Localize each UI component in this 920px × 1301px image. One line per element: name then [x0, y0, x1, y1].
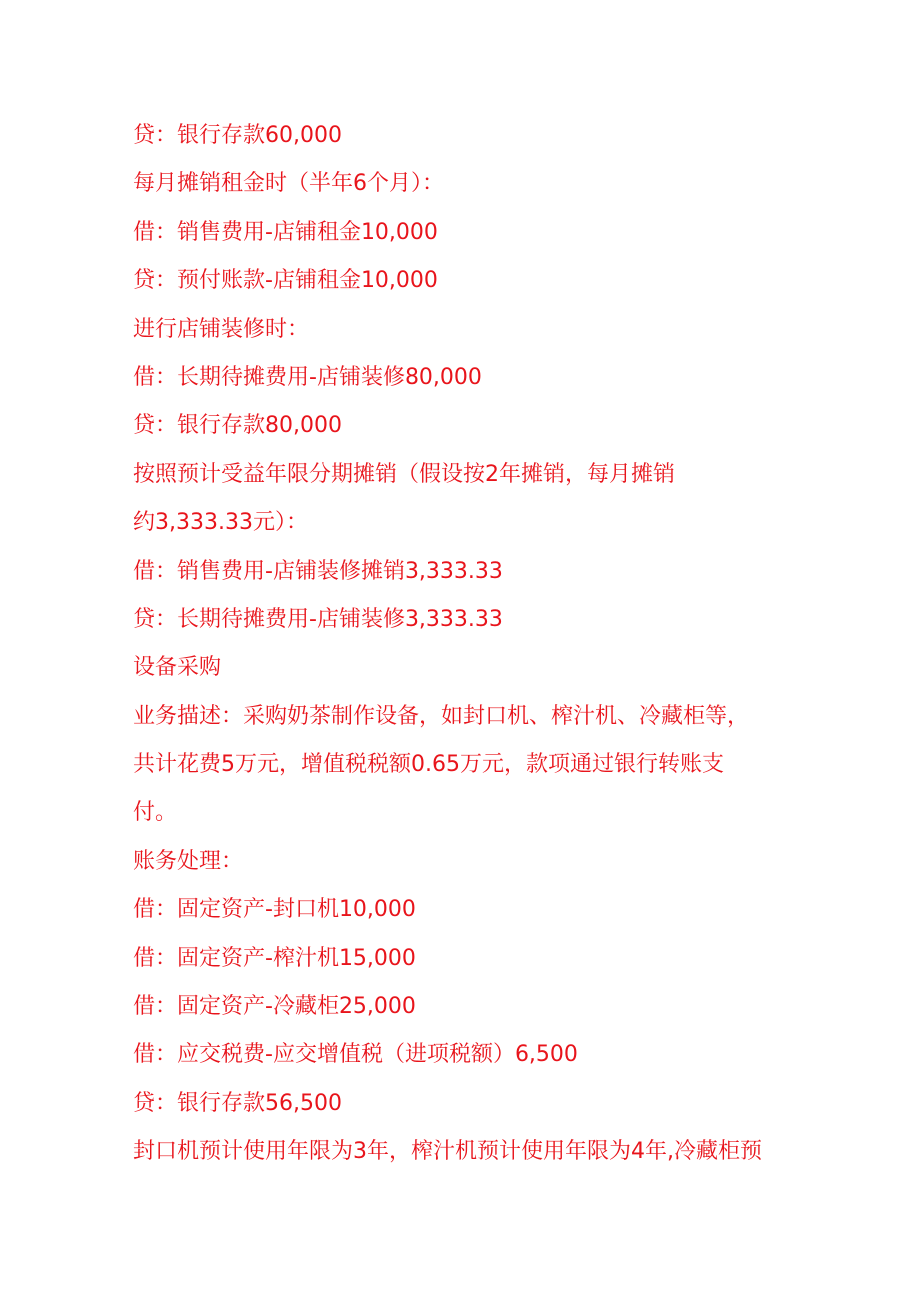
journal-entry-credit-long-term-prepaid: 贷：长期待摊费用-店铺装修3,333.33 — [133, 606, 503, 632]
journal-entry-debit-refrigerator: 借：固定资产-冷藏柜25,000 — [133, 994, 416, 1020]
journal-entry-credit-bank-deposit: 贷：银行存款60,000 — [133, 123, 342, 148]
paragraph-amortization-note: 按照预计受益年限分期摊销（假设按2年摊销，每月摊销 — [133, 461, 675, 487]
journal-entry-credit-bank-deposit-equipment: 贷：银行存款56,500 — [133, 1090, 342, 1116]
document-body — [133, 112, 813, 1177]
section-monthly-rent-amortization: 每月摊销租金时（半年6个月）： — [133, 171, 444, 197]
paragraph-business-description: 业务描述：采购奶茶制作设备，如封口机、榨汁机、冷藏柜等， — [133, 703, 750, 729]
paragraph-business-description-line3: 付。 — [133, 800, 178, 826]
section-store-renovation: 进行店铺装修时： — [133, 316, 310, 342]
paragraph-amortization-note-continued: 约3,333.33元）： — [133, 510, 308, 536]
journal-entry-debit-long-term-prepaid: 借：长期待摊费用-店铺装修80,000 — [133, 364, 482, 390]
section-accounting-treatment: 账务处理： — [133, 848, 244, 874]
journal-entry-debit-rent-expense: 借：销售费用-店铺租金10,000 — [133, 219, 438, 245]
journal-entry-credit-bank-deposit-renovation: 贷：银行存款80,000 — [133, 413, 342, 439]
journal-entry-credit-prepaid-rent: 贷：预付账款-店铺租金10,000 — [133, 268, 438, 294]
paragraph-useful-life: 封口机预计使用年限为3年，榨汁机预计使用年限为4年,冷藏柜预 — [133, 1139, 762, 1165]
journal-entry-debit-sealing-machine: 借：固定资产-封口机10,000 — [133, 897, 416, 923]
journal-entry-debit-input-vat: 借：应交税费-应交增值税（进项税额）6,500 — [133, 1042, 578, 1068]
journal-entry-debit-juicer: 借：固定资产-榨汁机15,000 — [133, 945, 416, 971]
section-heading-equipment-purchase: 设备采购 — [133, 655, 222, 681]
paragraph-business-description-line2: 共计花费5万元，增值税税额0.65万元，款项通过银行转账支 — [133, 752, 724, 778]
journal-entry-debit-renovation-amortization: 借：销售费用-店铺装修摊销3,333.33 — [133, 558, 503, 584]
